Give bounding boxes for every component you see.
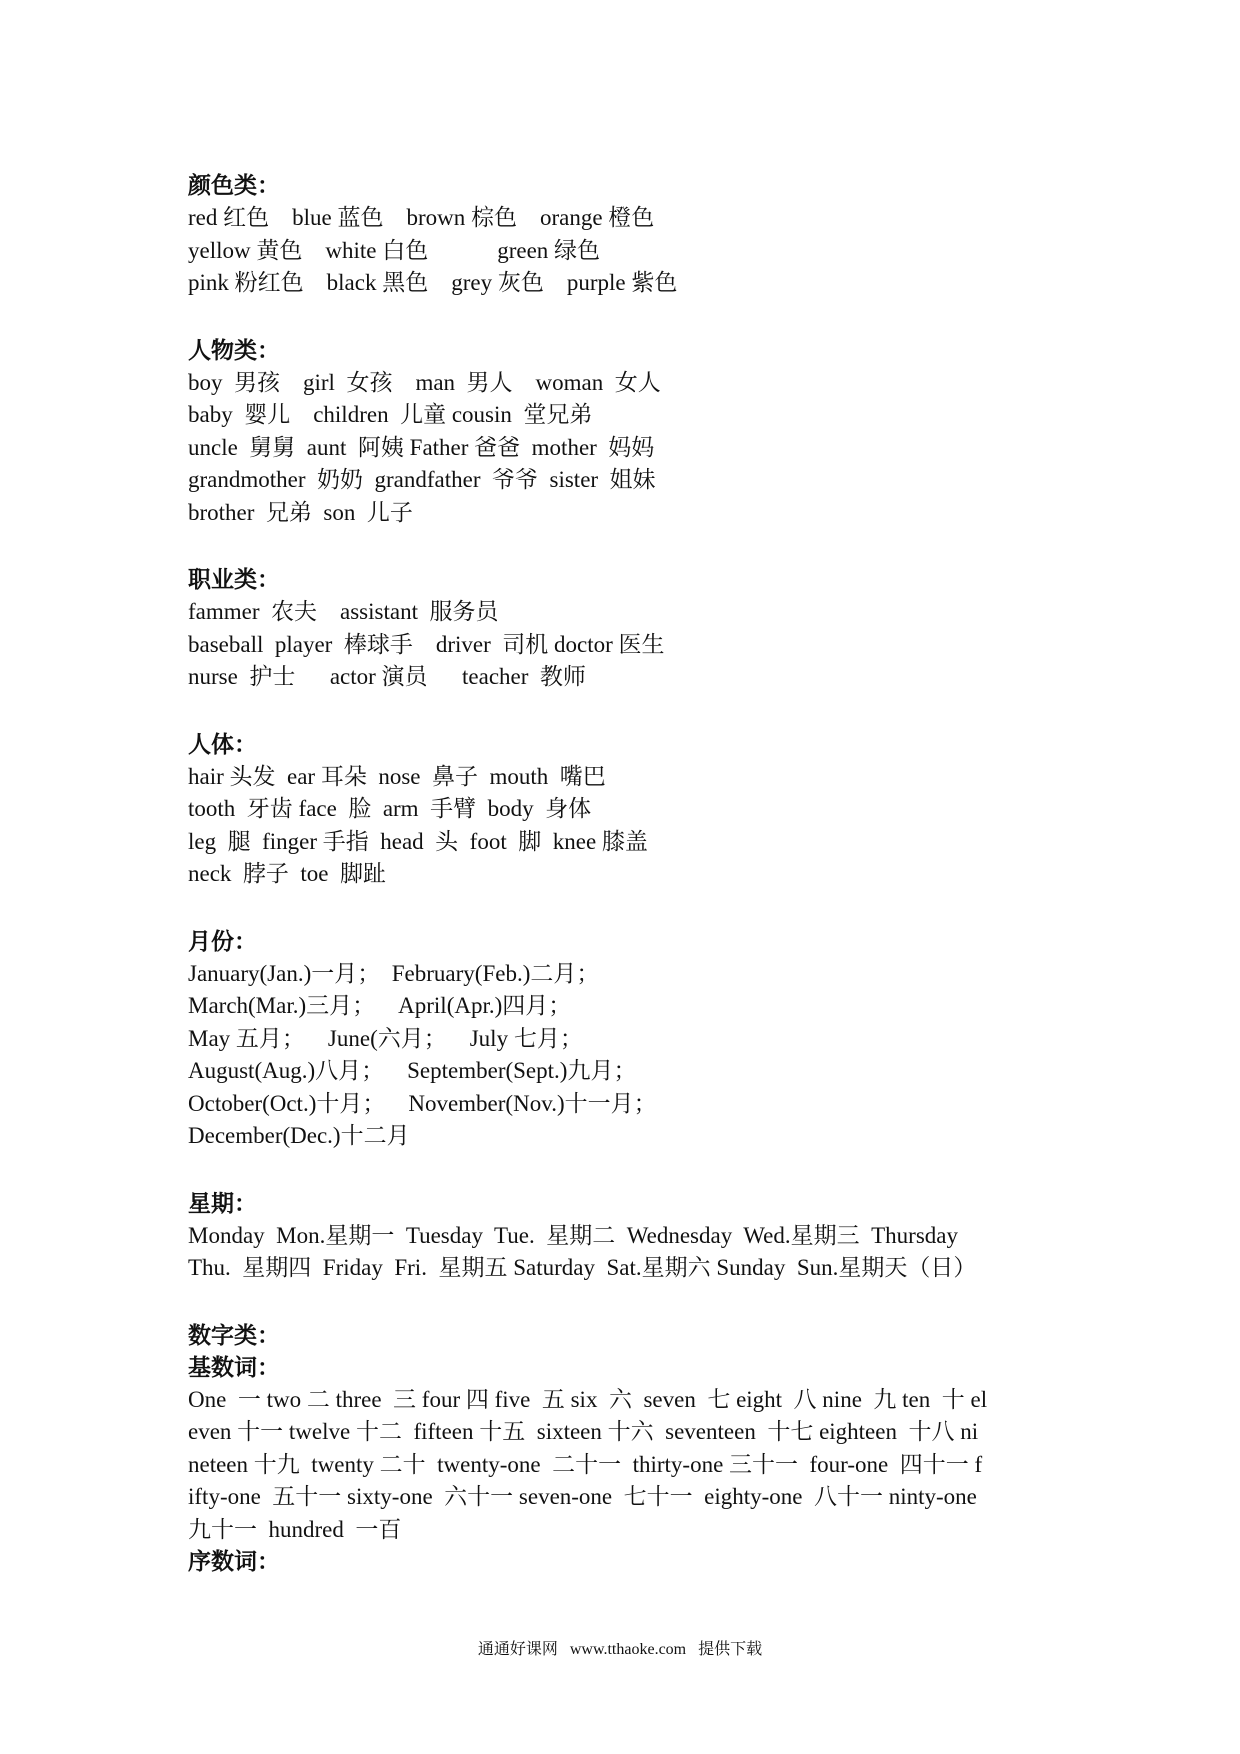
text-line: 九十一 hundred 一百 xyxy=(188,1516,402,1542)
section-heading: 职业类： xyxy=(188,567,280,592)
section-weekdays xyxy=(188,1188,1088,1285)
section-people xyxy=(188,335,1088,530)
subheading-ordinal: 序数词： xyxy=(188,1549,280,1574)
text-line: baseball player 棒球手 driver 司机 doctor 医生 xyxy=(188,631,665,657)
text-line: hair 头发 ear 耳朵 nose 鼻子 mouth 嘴巴 xyxy=(188,763,606,789)
section-heading: 颜色类： xyxy=(188,173,280,198)
text-line: ifty-one 五十一 sixty-one 六十一 seven-one 七十一 eighty-one 八十一 ninty-one xyxy=(188,1484,977,1509)
section-heading: 月份： xyxy=(188,928,257,954)
section-numbers xyxy=(188,1320,1088,1579)
document-body xyxy=(188,170,1088,1613)
text-line: brother 兄弟 son 儿子 xyxy=(188,499,413,525)
text-line: neteen 十九 twenty 二十 twenty-one 二十一 thirty-one 三十一 four-one 四十一 f xyxy=(188,1451,983,1477)
text-line: Thu. 星期四 Friday Fri. 星期五 Saturday Sat.星期六 Sunday Sun.星期天（日） xyxy=(188,1255,977,1280)
section-heading: 人体： xyxy=(188,731,257,757)
text-line: October(Oct.)十月； November(Nov.)十一月； xyxy=(188,1090,657,1116)
section-heading: 人物类： xyxy=(188,337,280,363)
section-months xyxy=(188,926,1088,1153)
section-heading: 星期： xyxy=(188,1190,257,1216)
text-line: fammer 农夫 assistant 服务员 xyxy=(188,599,499,624)
text-line: neck 脖子 toe 脚趾 xyxy=(188,861,387,886)
page-footer: 通通好课网 www.tthaoke.com 提供下载 xyxy=(477,1641,763,1658)
text-line: nurse 护士 actor 演员 teacher 教师 xyxy=(188,664,586,689)
text-line: uncle 舅舅 aunt 阿姨 Father 爸爸 mother 妈妈 xyxy=(188,434,655,460)
text-line: even 十一 twelve 十二 fifteen 十五 sixteen 十六 seventeen 十七 eighteen 十八 ni xyxy=(188,1419,979,1444)
text-line: March(Mar.)三月； April(Apr.)四月； xyxy=(188,993,572,1018)
section-body-parts xyxy=(188,729,1088,891)
section-colors xyxy=(188,170,1088,300)
section-occupations xyxy=(188,564,1088,694)
subheading-cardinal: 基数词： xyxy=(188,1354,280,1380)
text-line: May 五月； June(六月； July 七月； xyxy=(188,1025,583,1051)
text-line: yellow 黄色 white 白色 green 绿色 xyxy=(188,237,601,263)
text-line: December(Dec.)十二月 xyxy=(188,1123,410,1148)
text-line: January(Jan.)一月； February(Feb.)二月； xyxy=(188,960,600,986)
section-heading: 数字类： xyxy=(188,1322,280,1348)
text-line: tooth 牙齿 face 脸 arm 手臂 body 身体 xyxy=(188,796,592,821)
text-line: red 红色 blue 蓝色 brown 棕色 orange 橙色 xyxy=(188,205,655,230)
text-line: baby 婴儿 children 儿童 cousin 堂兄弟 xyxy=(188,402,593,427)
text-line: grandmother 奶奶 grandfather 爷爷 sister 姐妹 xyxy=(188,467,656,492)
text-line: boy 男孩 girl 女孩 man 男人 woman 女人 xyxy=(188,369,661,395)
text-line: One 一 two 二 three 三 four 四 five 五 six 六 seven 七 eight 八 nine 九 ten 十 el xyxy=(188,1386,988,1412)
text-line: leg 腿 finger 手指 head 头 foot 脚 knee 膝盖 xyxy=(188,828,648,854)
text-line: August(Aug.)八月； September(Sept.)九月； xyxy=(188,1058,637,1083)
text-line: Monday Mon.星期一 Tuesday Tue. 星期二 Wednesday Wed.星期三 Thursday xyxy=(188,1222,958,1248)
text-line: pink 粉红色 black 黑色 grey 灰色 purple 紫色 xyxy=(188,270,678,295)
